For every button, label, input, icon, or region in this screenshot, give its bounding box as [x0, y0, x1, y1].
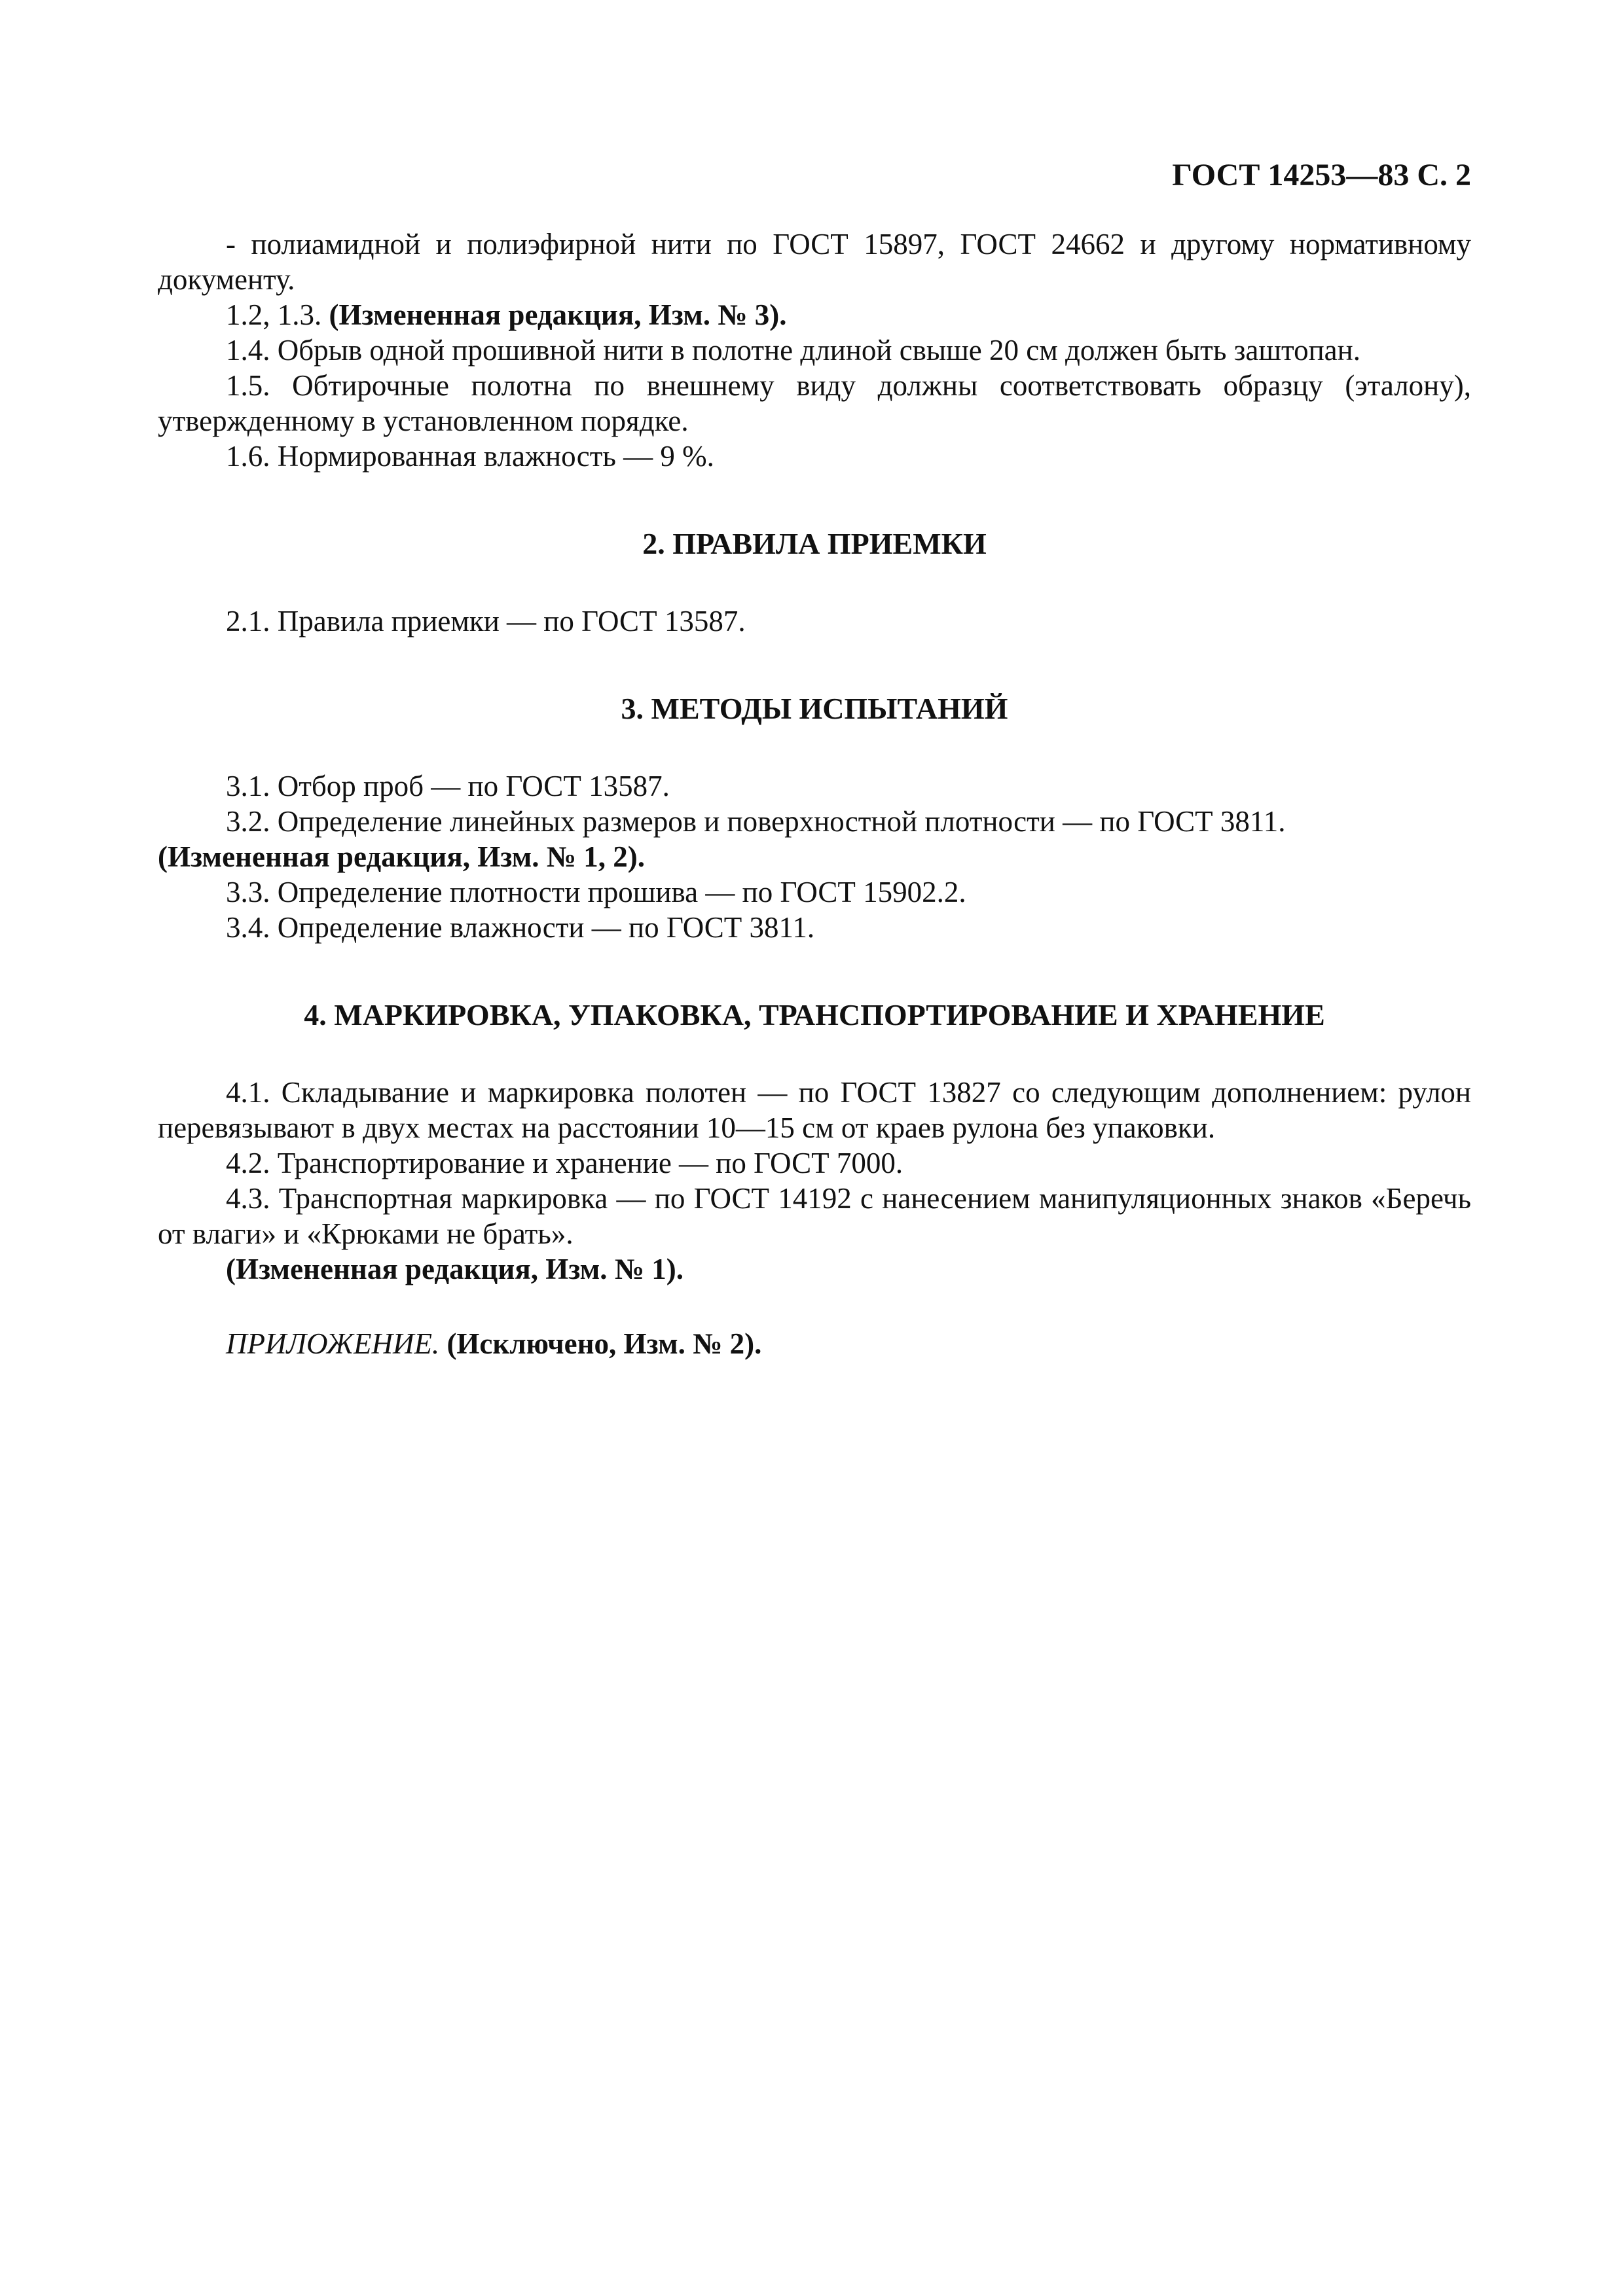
- appendix-line: [158, 1326, 1471, 1361]
- paragraph-1-1-continuation: - полиамидной и полиэфирной нити по ГОСТ 15897, ГОСТ 24662 и другому нормативному документу.: [158, 228, 1471, 296]
- spacer: [158, 562, 1471, 603]
- appendix-label: ПРИЛОЖЕНИЕ.: [226, 1327, 440, 1360]
- paragraph-3-1: 3.1. Отбор проб — по ГОСТ 13587.: [226, 770, 670, 802]
- amendment-note: (Измененная редакция, Изм. № 3).: [329, 298, 787, 331]
- paragraph-4-1: 4.1. Складывание и маркировка полотен — по ГОСТ 13827 со следующим дополнением: рулон перевязывают в двух местах на расстоянии 10—15 см от краев рулона без упаковки.: [158, 1076, 1471, 1144]
- paragraph-4-2: 4.2. Транспортирование и хранение — по ГОСТ 7000.: [226, 1147, 903, 1179]
- clause-number: 1.2, 1.3.: [226, 298, 329, 331]
- paragraph-3-3: 3.3. Определение плотности прошива — по ГОСТ 15902.2.: [226, 876, 966, 908]
- amendment-note-4-3: (Измененная редакция, Изм. № 1).: [226, 1253, 684, 1285]
- section-4-heading: 4. МАРКИРОВКА, УПАКОВКА, ТРАНСПОРТИРОВАНИЕ И ХРАНЕНИЕ: [304, 998, 1325, 1031]
- spacer: [158, 1033, 1471, 1075]
- paragraph-1-6: 1.6. Нормированная влажность — 9 %.: [226, 440, 714, 473]
- paragraph-1-5: 1.5. Обтирочные полотна по внешнему виду должны соответствовать образцу (эталону), утвержденному в установленном порядке.: [158, 369, 1471, 437]
- section-2-heading: 2. ПРАВИЛА ПРИЕМКИ: [642, 527, 987, 560]
- spacer: [158, 474, 1471, 526]
- paragraph-1-4: 1.4. Обрыв одной прошивной нити в полотне длиной свыше 20 см должен быть заштопан.: [226, 334, 1360, 367]
- spacer: [158, 945, 1471, 997]
- spacer: [158, 1287, 1471, 1326]
- paragraph-4-3: 4.3. Транспортная маркировка — по ГОСТ 14192 с нанесением манипуляционных знаков «Беречь от влаги» и «Крюками не брать».: [158, 1182, 1471, 1250]
- section-3-heading: 3. МЕТОДЫ ИСПЫТАНИЙ: [621, 692, 1008, 725]
- document-body: [158, 226, 1471, 1361]
- paragraph-3-4: 3.4. Определение влажности — по ГОСТ 3811.: [226, 911, 815, 944]
- amendment-note-3-2: (Измененная редакция, Изм. № 1, 2).: [158, 840, 646, 873]
- paragraph-2-1: 2.1. Правила приемки — по ГОСТ 13587.: [226, 605, 746, 637]
- spacer: [158, 726, 1471, 768]
- spacer: [158, 639, 1471, 691]
- paragraph-3-2: 3.2. Определение линейных размеров и поверхностной плотности — по ГОСТ 3811.: [226, 805, 1286, 838]
- paragraph-1-2-1-3: [158, 297, 1471, 332]
- appendix-note: (Исключено, Изм. № 2).: [439, 1327, 762, 1360]
- page-header: ГОСТ 14253—83 С. 2: [1172, 158, 1471, 192]
